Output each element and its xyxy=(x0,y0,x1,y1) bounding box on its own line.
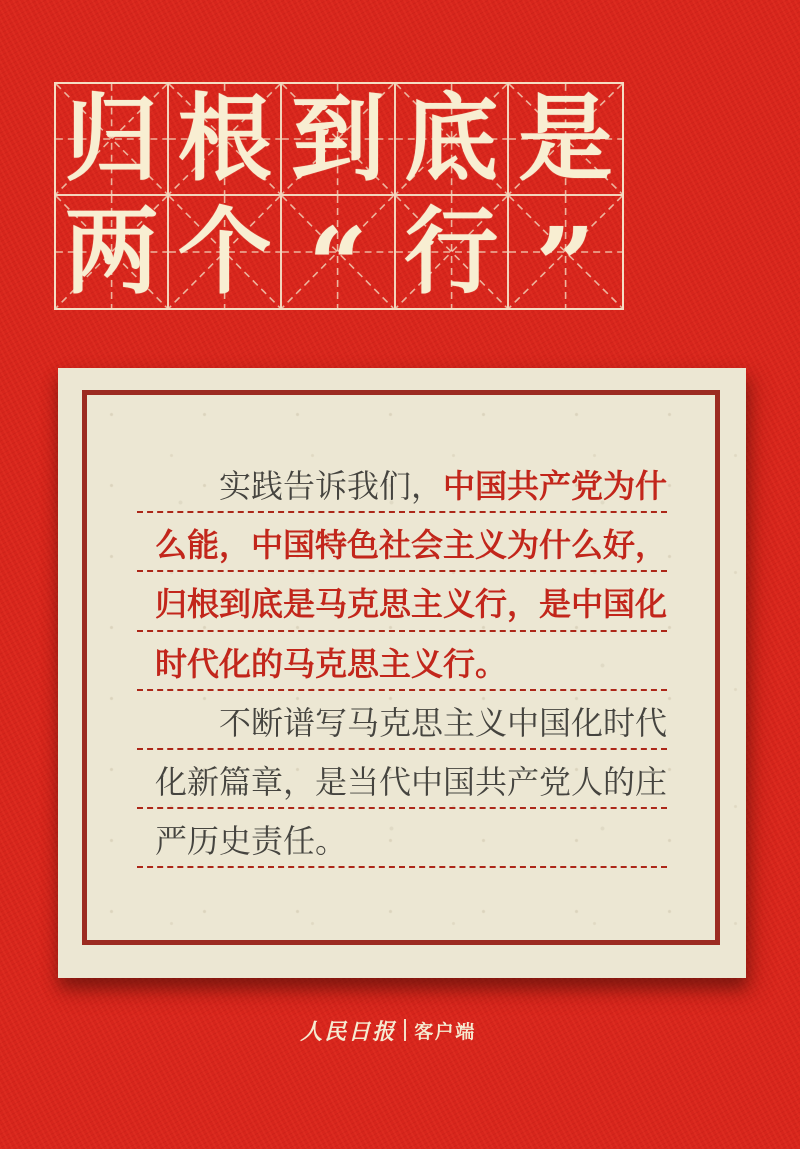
quote-text-segment-highlight: 时代化的马克思主义行。 xyxy=(155,645,508,682)
quote-text-block xyxy=(137,454,667,868)
grid-cell xyxy=(169,84,282,196)
quote-text-segment: 严历史责任。 xyxy=(155,823,348,860)
quote-text-segment: 化新篇章，是当代中国共产党人的庄 xyxy=(155,764,668,801)
title-character: 底 xyxy=(404,84,499,194)
people-daily-logotype: 人民日报 xyxy=(300,1018,397,1045)
quote-text-segment-highlight: 么能，中国特色社会主义为什么好， xyxy=(155,527,668,564)
title-character: 归 xyxy=(64,84,159,194)
grid-cell xyxy=(282,196,395,327)
quote-line xyxy=(137,454,667,513)
footer-logo xyxy=(0,1014,788,1046)
title-calligraphy-grid xyxy=(54,82,624,327)
grid-cell xyxy=(282,84,395,196)
title-character: 行 xyxy=(404,197,499,307)
quote-text-segment-highlight: 归根到底是马克思主义行，是中国化 xyxy=(155,586,668,623)
title-character: 根 xyxy=(177,84,272,194)
quote-line xyxy=(137,632,667,691)
grid-cell xyxy=(396,196,509,308)
grid-cell xyxy=(56,196,169,308)
quote-line xyxy=(137,691,667,750)
quote-line xyxy=(137,809,667,868)
quote-line xyxy=(137,572,667,631)
quote-text-segment: 实践告诉我们， xyxy=(219,468,444,505)
grid-cell xyxy=(396,84,509,196)
grid-cell xyxy=(56,84,169,196)
grid-cell xyxy=(169,196,282,308)
quote-line xyxy=(137,750,667,809)
quote-card xyxy=(58,368,746,978)
title-character: 个 xyxy=(177,197,272,307)
quote-text-segment-highlight: 中国共产党为什 xyxy=(443,468,668,505)
grid-cell xyxy=(509,196,622,327)
title-character: 是 xyxy=(518,84,613,194)
quote-text-segment: 不断谱写马克思主义中国化时代 xyxy=(219,704,668,741)
title-character: 两 xyxy=(64,197,159,307)
client-label: 客户端 xyxy=(414,1021,476,1043)
logo-divider xyxy=(404,1019,406,1041)
title-open-quote: “ xyxy=(308,204,368,327)
title-close-quote: ” xyxy=(535,204,596,327)
title-character: 到 xyxy=(290,84,385,194)
quote-line xyxy=(137,513,667,572)
grid-cell xyxy=(509,84,622,196)
